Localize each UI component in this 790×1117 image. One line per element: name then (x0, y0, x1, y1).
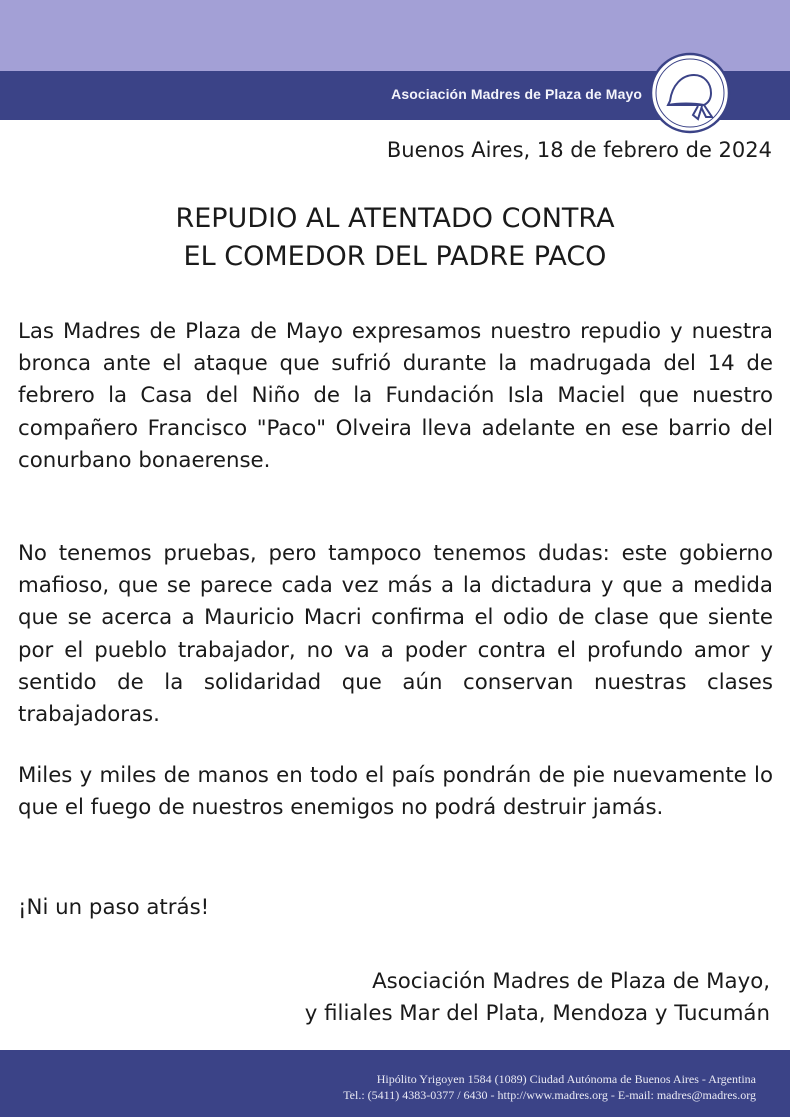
paragraph: No tenemos pruebas, pero tampoco tenemos dudas: este gobierno mafioso, que se parece cada vez más a la dictadura y que a medida que se acerca a Mauricio Macri confirma el odio de clase que siente por el pueblo trabajador, no va a poder contra el profundo amor y sentido de la solidaridad que aún conservan nuestras clases trabajadoras. (18, 541, 773, 728)
signature-line: Asociación Madres de Plaza de Mayo, (372, 969, 770, 994)
document-date: Buenos Aires, 18 de febrero de 2024 (386, 138, 772, 162)
document-title (0, 200, 790, 276)
title-line: EL COMEDOR DEL PADRE PACO (183, 241, 607, 272)
closing-slogan: ¡Ni un paso atrás! (18, 895, 210, 920)
title-line: REPUDIO AL ATENTADO CONTRA (175, 203, 615, 234)
header-org-name: Asociación Madres de Plaza de Mayo (391, 86, 642, 102)
footer-address: Hipólito Yrigoyen 1584 (1089) Ciudad Autónoma de Buenos Aires - Argentina (376, 1072, 756, 1086)
footer-contact-info (343, 1071, 756, 1103)
paragraph: Las Madres de Plaza de Mayo expresamos nuestro repudio y nuestra bronca ante el ataque que sufrió durante la madrugada del 14 de febrero la Casa del Niño de la Fundación Isla Maciel que nuestro compañero Francisco "Paco" Olveira lleva adelante en ese barrio del conurbano bonaerense. (18, 319, 773, 473)
white-headscarf-icon (648, 51, 732, 135)
footer-contact: Tel.: (5411) 4383-0377 / 6430 - http://www.madres.org - E-mail: madres@madres.org (343, 1088, 756, 1102)
signature-line: y filiales Mar del Plata, Mendoza y Tucumán (304, 1001, 770, 1026)
paragraph: Miles y miles de manos en todo el país pondrán de pie nuevamente lo que el fuego de nuestros enemigos no podrá destruir jamás. (18, 763, 773, 821)
signature (305, 966, 770, 1030)
